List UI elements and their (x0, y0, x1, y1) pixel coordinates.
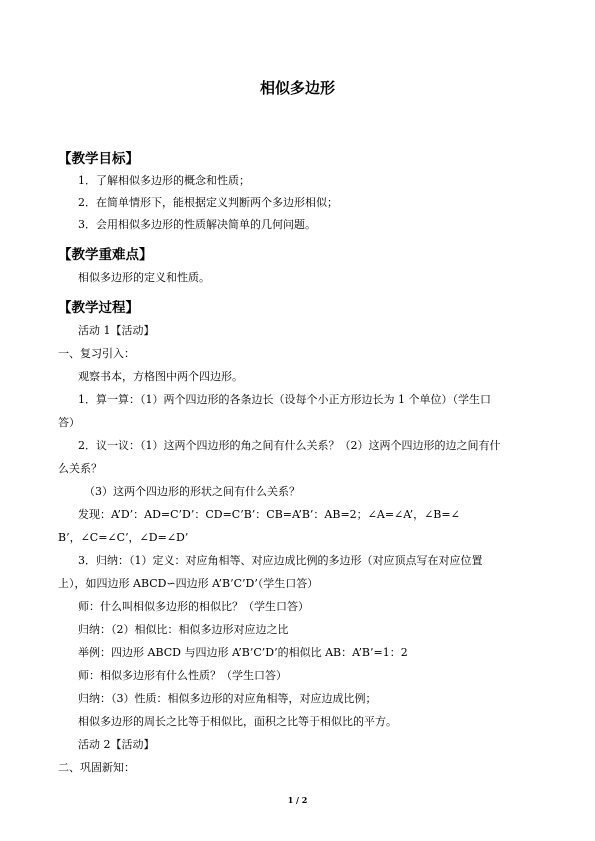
process-line-17: 归纳：（3）性质：相似多边形的对应角相等，对应边成比例； (78, 692, 377, 705)
process-line-10: B’，∠C=∠C’，∠D=∠D’ (58, 531, 189, 544)
heading-process: 【教学过程】 (58, 300, 139, 316)
keypoints-text: 相似多边形的定义和性质。 (78, 271, 210, 284)
process-line-2: 一、复习引入： (58, 347, 135, 360)
process-line-9: 发现：A’D’：AD=C’D’：CD=C’B’：CB=A’B’：AB=2；∠A=∠A’，∠B=∠ (78, 508, 460, 521)
page-title: 相似多边形 (259, 79, 335, 97)
process-line-8: （3）这两个四边形的形状之间有什么关系？ (84, 485, 300, 498)
process-line-13: 师：什么叫相似多边形的相似比？（学生口答） (78, 600, 309, 613)
goal-item-2: 2．在简单情形下，能根据定义判断两个多边形相似； (78, 196, 338, 209)
process-line-15: 举例：四边形 ABCD 与四边形 A’B’C’D’的相似比 AB：A’B’=1：2 (78, 646, 408, 659)
process-line-6: 2．议一议：（1）这两个四边形的角之间有什么关系？（2）这两个四边形的边之间有什 (78, 439, 501, 452)
process-line-5: 答） (58, 416, 80, 429)
goal-item-1: 1．了解相似多边形的概念和性质； (78, 174, 250, 187)
process-line-11: 3．归纳：（1）定义：对应角相等、对应边成比例的多边形（对应顶点写在对应位置 (78, 554, 483, 567)
process-line-12: 上），如四边形 ABCD∽四边形 A’B’C’D’（学生口答） (58, 577, 319, 590)
heading-goals: 【教学目标】 (58, 151, 139, 167)
process-line-18: 相似多边形的周长之比等于相似比，面积之比等于相似比的平方。 (78, 715, 397, 728)
page-number: 1 / 2 (287, 795, 308, 805)
process-line-16: 师：相似多边形有什么性质？（学生口答） (78, 669, 287, 682)
heading-keypoints: 【教学重难点】 (58, 247, 153, 263)
process-line-4: 1．算一算：（1）两个四边形的各条边长（设每个小正方形边长为 1 个单位）（学生口 (78, 393, 491, 406)
process-line-14: 归纳：（2）相似比：相似多边形对应边之比 (78, 623, 289, 636)
process-line-7: 么关系？ (58, 462, 102, 475)
goal-item-3: 3．会用相似多边形的性质解决简单的几何问题。 (78, 218, 316, 231)
process-line-20: 二、巩固新知： (58, 761, 135, 774)
process-line-1: 活动 1【活动】 (78, 324, 155, 337)
process-line-19: 活动 2【活动】 (78, 738, 155, 751)
process-line-3: 观察书本，方格图中两个四边形。 (78, 370, 243, 383)
